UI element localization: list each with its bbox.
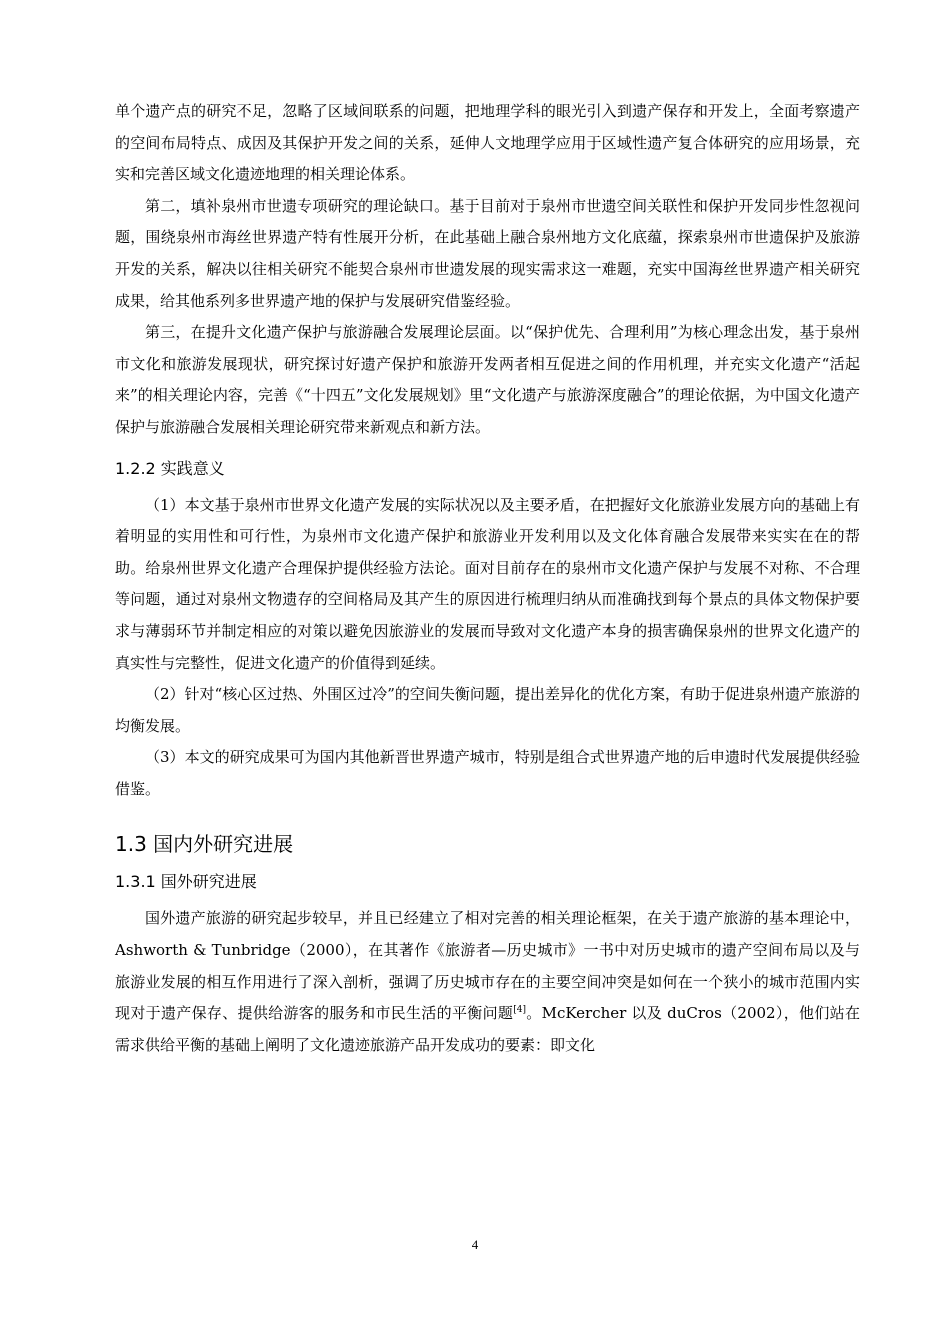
paragraph-third-point: 第三，在提升文化遗产保护与旅游融合发展理论层面。以“保护优先、合理利用”为核心理念出发，基于泉州市文化和旅游发展现状，研究探讨好遗产保护和旅游开发两者相互促进之间的作用机理，并充实文化遗产“活起来”的相关理论内容，完善《“十四五”文化发展规划》里“文化遗产与旅游深度融合”的理论依据，为中国文化遗产保护与旅游融合发展相关理论研究带来新观点和新方法。 <box>115 323 860 436</box>
paragraph-continuation: 单个遗产点的研究不足，忽略了区域间联系的问题，把地理学科的眼光引入到遗产保存和开发上，全面考察遗产的空间布局特点、成因及其保护开发之间的关系，延伸人文地理学应用于区域性遗产复合体研究的应用场景，充实和完善区域文化遗迹地理的相关理论体系。 <box>115 102 860 184</box>
paragraph-practice-1: （1）本文基于泉州市世界文化遗产发展的实际状况以及主要矛盾，在把握好文化旅游业发展方向的基础上有着明显的实用性和可行性，为泉州市文化遗产保护和旅游业开发利用以及文化体育融合发展带来实实在在的帮助。给泉州世界文化遗产合理保护提供经验方法论。面对目前存在的泉州市文化遗产保护与发展不对称、不合理等问题，通过对泉州文物遗存的空间格局及其产生的原因进行梳理归纳从而准确找到每个景点的具体文物保护要求与薄弱环节并制定相应的对策以避免因旅游业的发展而导致对文化遗产本身的损害确保泉州的世界文化遗产的真实性与完整性，促进文化遗产的价值得到延续。 <box>115 495 860 672</box>
paragraph-foreign-research-part1: 国外遗产旅游的研究起步较早，并且已经建立了相对完善的相关理论框架，在关于遗产旅游的基本理论中，Ashworth & Tunbridge（2000），在其著作《旅游者—历史城市》一书中对历史城市的遗产空间布局以及与旅游业发展的相互作用进行了深入剖析，强调了历史城市存在的主要空间冲突是如何在一个狭小的城市范围内实现对于遗产保存、提供给游客的服务和市民生活的平衡问题 <box>115 909 860 1023</box>
paragraph-foreign-research <box>115 903 860 1061</box>
citation-reference[interactable]: [4] <box>513 1005 526 1016</box>
section-heading-1-3: 1.3 国内外研究进展 <box>115 832 294 857</box>
paragraph-foreign-research-part2: 。McKercher 以及 duCros（2002），他们站在需求供给平衡的基础上阐明了文化遗迹旅游产品开发成功的要素：即文化 <box>115 1004 860 1054</box>
paragraph-second-point: 第二，填补泉州市世遗专项研究的理论缺口。基于目前对于泉州市世遗空间关联性和保护开发同步性忽视问题，围绕泉州市海丝世界遗产特有性展开分析，在此基础上融合泉州地方文化底蕴，探索泉州市世遗保护及旅游开发的关系，解决以往相关研究不能契合泉州市世遗发展的现实需求这一难题，充实中国海丝世界遗产相关研究成果，给其他系列多世界遗产地的保护与发展研究借鉴经验。 <box>115 196 860 310</box>
section-heading-1-3-1: 1.3.1 国外研究进展 <box>115 872 257 892</box>
page-number: 4 <box>471 1237 479 1252</box>
paragraph-practice-3: （3）本文的研究成果可为国内其他新晋世界遗产城市，特别是组合式世界遗产地的后申遗时代发展提供经验借鉴。 <box>115 748 860 798</box>
section-heading-1-2-2: 1.2.2 实践意义 <box>115 458 225 478</box>
paragraph-practice-2: （2）针对“核心区过热、外围区过冷”的空间失衡问题，提出差异化的优化方案，有助于促进泉州遗产旅游的均衡发展。 <box>115 685 860 735</box>
page-body <box>115 96 860 1061</box>
